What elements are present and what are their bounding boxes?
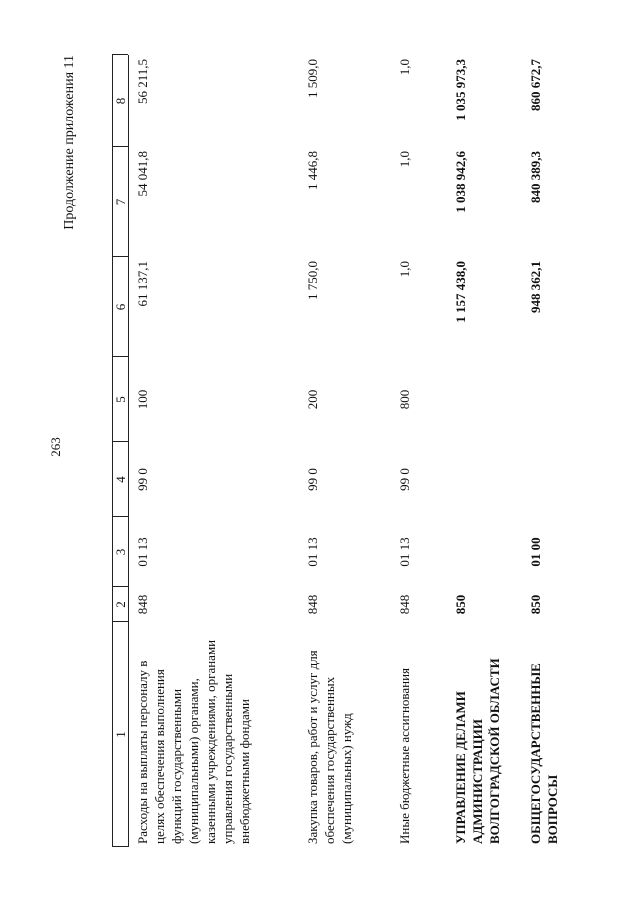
- row-5-name: ОБЩЕГОСУДАРСТВЕННЫЕ ВОПРОСЫ: [528, 663, 560, 844]
- row-1-col8: 56 211,5: [135, 59, 150, 105]
- row-3-ministry: 848: [397, 594, 412, 615]
- row-1-section: 01 13: [135, 537, 150, 567]
- column-header-7: 7: [113, 198, 128, 206]
- row-5-col8: 860 672,7: [528, 59, 543, 111]
- column-header-1: 1: [113, 731, 128, 738]
- column-header-6: 6: [113, 303, 128, 311]
- column-header-3: 3: [113, 548, 128, 556]
- row-4-ministry: 850: [453, 594, 468, 615]
- row-3-col6: 1,0: [397, 261, 412, 278]
- column-header-5: 5: [113, 396, 128, 403]
- row-5-col6: 948 362,1: [528, 261, 543, 313]
- row-2-section: 01 13: [305, 537, 320, 567]
- row-2-target: 99 0: [305, 468, 320, 491]
- row-2-col6: 1 750,0: [305, 261, 320, 300]
- row-4-col7: 1 038 942,6: [453, 151, 468, 213]
- row-3-col7: 1,0: [397, 151, 412, 168]
- row-4-name: УПРАВЛЕНИЕ ДЕЛАМИ АДМИНИСТРАЦИИ ВОЛГОГРАДСКОЙ ОБЛАСТИ: [453, 658, 502, 844]
- column-header-2: 2: [113, 601, 128, 608]
- row-5-ministry: 850: [528, 594, 543, 615]
- row-2-col8: 1 509,0: [305, 59, 320, 98]
- row-3-target: 99 0: [397, 468, 412, 491]
- row-1-target: 99 0: [135, 468, 150, 491]
- row-3-section: 01 13: [397, 537, 412, 567]
- row-5-section: 01 00: [528, 537, 543, 567]
- column-header-8: 8: [113, 97, 128, 105]
- row-1-col6: 61 137,1: [135, 261, 150, 307]
- row-1-name: Расходы на выплаты персоналу в целях обеспечения выполнения функций государственными (муниципальными) органами, казенными учреждениями, органами управления государственными внебюджетными фондами: [135, 639, 252, 844]
- row-4-col6: 1 157 438,0: [453, 261, 468, 323]
- row-1-expense-type: 100: [135, 389, 150, 410]
- row-1-ministry: 848: [135, 594, 150, 615]
- page-number: 263: [48, 437, 63, 457]
- row-4-col8: 1 035 973,3: [453, 59, 468, 121]
- row-5-col7: 840 389,3: [528, 151, 543, 203]
- row-2-ministry: 848: [305, 594, 320, 615]
- row-3-expense-type: 800: [397, 389, 412, 410]
- row-1-col7: 54 041,8: [135, 151, 150, 197]
- row-2-expense-type: 200: [305, 389, 320, 410]
- row-3-name: Иные бюджетные ассигнования: [397, 667, 412, 844]
- column-header-4: 4: [113, 476, 128, 483]
- row-3-col8: 1,0: [397, 59, 412, 76]
- row-2-name: Закупка товаров, работ и услуг для обеспечения государственных (муниципальных) нужд: [305, 650, 354, 844]
- row-2-col7: 1 446,8: [305, 151, 320, 190]
- continuation-label: Продолжение приложения 11: [62, 55, 77, 230]
